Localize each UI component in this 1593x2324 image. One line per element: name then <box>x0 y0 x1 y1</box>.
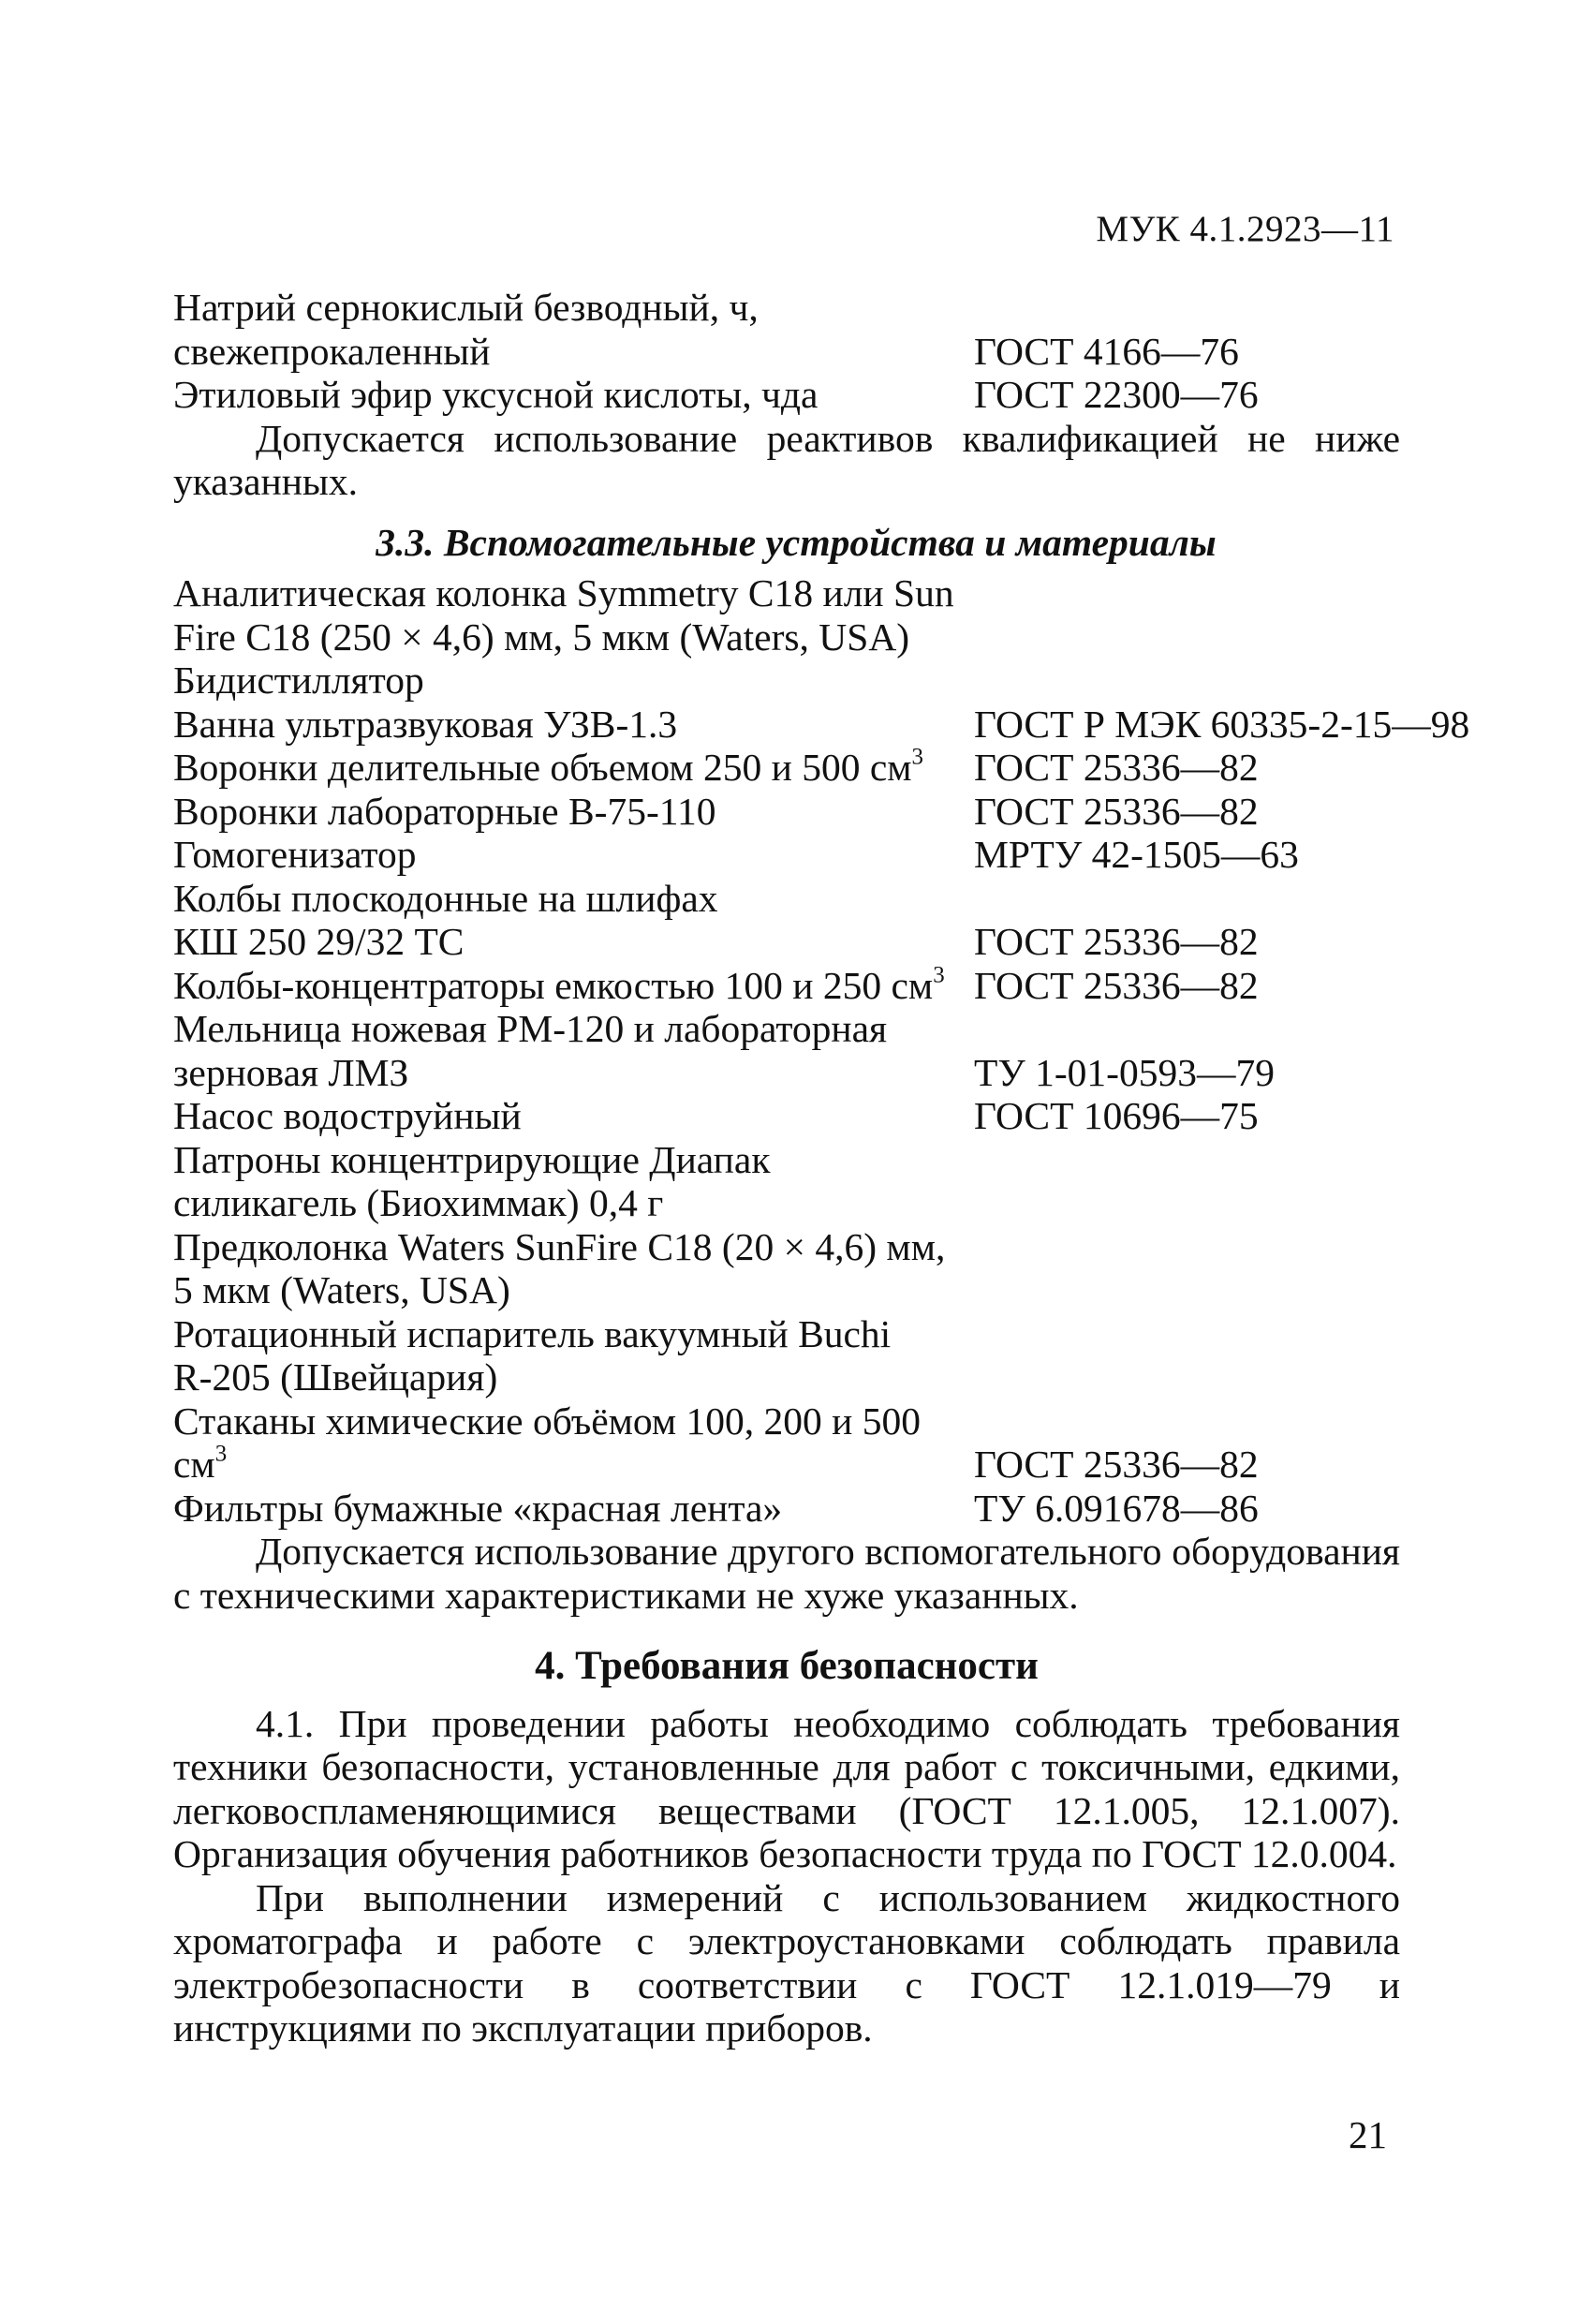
equipment-standard: ГОСТ 25336—82 <box>974 746 1259 789</box>
page-number: 21 <box>1349 2113 1387 2156</box>
equipment-standard: ГОСТ 25336—82 <box>974 789 1259 833</box>
equipment-standard: МРТУ 42-1505—63 <box>974 833 1299 876</box>
list-item <box>173 1138 1400 1182</box>
list-item <box>173 330 1400 374</box>
list-item <box>173 920 1400 964</box>
list-item <box>173 1268 1400 1312</box>
list-item <box>173 659 1400 703</box>
reagent-standard: ГОСТ 4166—76 <box>974 329 1239 373</box>
safety-paragraph-2: При выполнении измерений с использованием жидкостного хроматографа и работе с электроустановками соблюдать правила электробезопасности в соответствии с ГОСТ 12.1.019—79 и инструкциями по эксплуатации приборов. <box>173 1875 1400 2050</box>
list-item <box>173 1225 1400 1269</box>
list-item <box>173 1312 1400 1356</box>
equipment-standard: ГОСТ 10696—75 <box>974 1094 1259 1137</box>
equipment-name: R-205 (Швейцария) <box>173 1355 498 1399</box>
equipment-name: Гомогенизатор <box>173 833 417 876</box>
equipment-name <box>173 964 974 1008</box>
equipment-name: 5 мкм (Waters, USA) <box>173 1268 510 1311</box>
reagent-name: Этиловый эфир уксусной кислоты, чда <box>173 373 819 416</box>
list-item <box>173 1051 1400 1095</box>
equipment-name-text: Воронки делительные объемом 250 и 500 см <box>173 746 912 789</box>
list-item <box>173 833 1400 877</box>
equipment-note: Допускается использование другого вспомогательного оборудования с техническими характеристиками не хуже указанных. <box>173 1530 1400 1617</box>
equipment-standard: ТУ 1-01-0593—79 <box>974 1050 1275 1094</box>
section-3-3-heading: 3.3. Вспомогательные устройства и материалы <box>376 520 1217 564</box>
list-item <box>173 1355 1400 1399</box>
equipment-name <box>173 1399 974 1487</box>
equipment-name: КШ 250 29/32 ТС <box>173 920 465 963</box>
superscript-3: 3 <box>214 1441 228 1467</box>
superscript-3: 3 <box>911 744 923 770</box>
equipment-name: Воронки лабораторные В-75-110 <box>173 789 716 833</box>
equipment-standard: ГОСТ 25336—82 <box>974 920 1259 963</box>
reagents-list <box>173 286 1400 417</box>
equipment-name: Бидистиллятор <box>173 659 424 702</box>
equipment-name: Предколонка Waters SunFire C18 (20 × 4,6) мм, <box>173 1224 946 1268</box>
list-item <box>173 615 1400 659</box>
section-4-heading: 4. Требования безопасности <box>535 1644 1039 1688</box>
equipment-name: зерновая ЛМЗ <box>173 1050 409 1094</box>
equipment-list <box>173 571 1470 1530</box>
safety-paragraph-1: 4.1. При проведении работы необходимо соблюдать требования техники безопасности, установленные для работ с токсичными, едкими, легковоспламеняющимися веществами (ГОСТ 12.1.005, 12.1.007). Организация обучения работников безопасности труда по ГОСТ 12.0.004. <box>173 1701 1400 1875</box>
list-item <box>173 702 1470 747</box>
list-item <box>173 1487 1400 1531</box>
document-code-header: МУК 4.1.2923—11 <box>1096 209 1394 249</box>
equipment-name: Насос водоструйный <box>173 1094 522 1137</box>
reagent-standard: ГОСТ 22300—76 <box>974 373 1259 416</box>
list-item <box>173 964 1400 1008</box>
equipment-standard: ГОСТ 25336—82 <box>974 1443 1259 1486</box>
equipment-name: Фильтры бумажные «красная лента» <box>173 1486 783 1530</box>
equipment-name: Fire C18 (250 × 4,6) мм, 5 мкм (Waters, USA) <box>173 614 910 659</box>
equipment-standard: ГОСТ 25336—82 <box>974 963 1259 1007</box>
equipment-name <box>173 746 974 790</box>
list-item <box>173 1181 1400 1225</box>
equipment-name: силикагель (Биохиммак) 0,4 г <box>173 1181 664 1224</box>
equipment-standard: ГОСТ Р МЭК 60335-2-15—98 <box>974 702 1470 746</box>
list-item <box>173 373 1400 417</box>
equipment-name: Колбы плоскодонные на шлифах <box>173 876 718 920</box>
list-item <box>173 1399 1400 1487</box>
reagents-note: Допускается использование реактивов квалификацией не ниже указанных. <box>173 416 1400 503</box>
list-item <box>173 286 1400 330</box>
superscript-3: 3 <box>933 962 945 988</box>
list-item <box>173 877 1400 921</box>
equipment-name: Патроны концентрирующие Диапак <box>173 1137 771 1181</box>
equipment-name: Аналитическая колонка Symmetry C18 или Sun <box>173 571 954 614</box>
list-item <box>173 746 1400 790</box>
reagent-name: Натрий сернокислый безводный, ч, <box>173 286 759 329</box>
list-item <box>173 1007 1400 1051</box>
equipment-standard: ТУ 6.091678—86 <box>974 1486 1259 1530</box>
page-content <box>173 286 1470 2050</box>
equipment-name-text: Стаканы химические объёмом 100, 200 и 500 см <box>173 1399 921 1486</box>
equipment-name-text: Колбы-концентраторы емкостью 100 и 250 см <box>173 963 934 1007</box>
equipment-name: Ротационный испаритель вакуумный Buchi <box>173 1311 892 1355</box>
list-item <box>173 571 1400 615</box>
reagent-name: свежепрокаленный <box>173 329 491 373</box>
equipment-name: Мельница ножевая РМ-120 и лабораторная <box>173 1007 888 1050</box>
list-item <box>173 790 1400 834</box>
equipment-name: Ванна ультразвуковая УЗВ-1.3 <box>173 702 678 746</box>
list-item <box>173 1094 1400 1138</box>
